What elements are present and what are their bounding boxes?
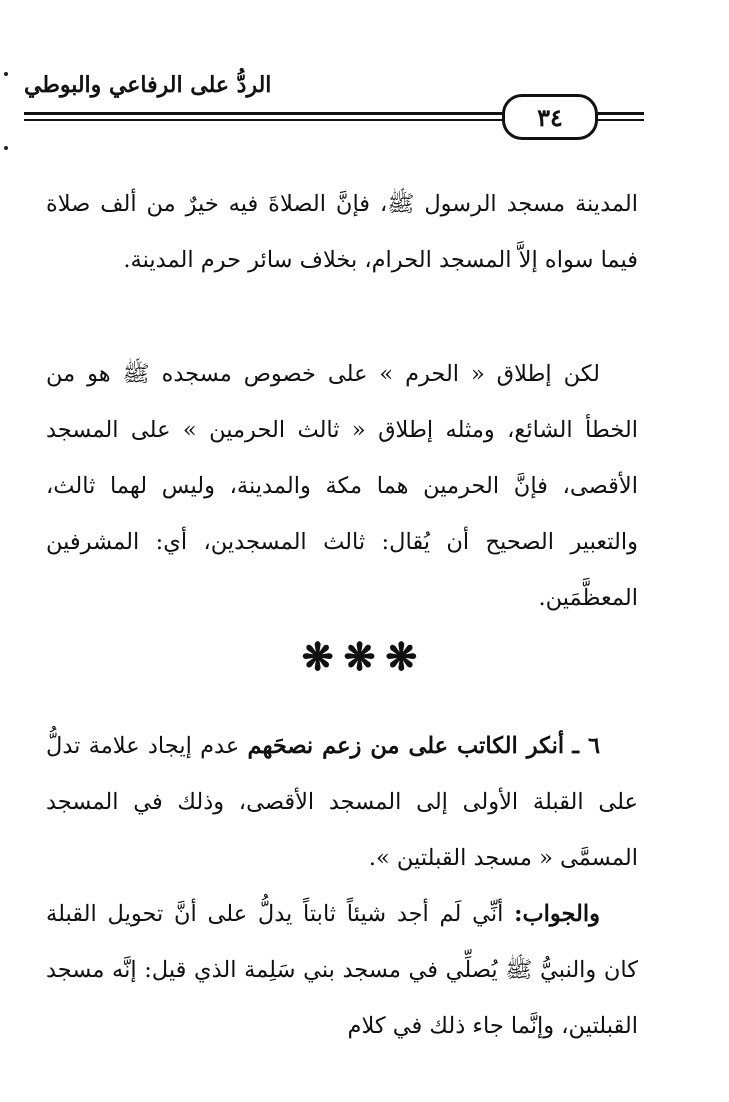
page-number-box — [502, 94, 598, 140]
margin-dot — [4, 72, 8, 76]
paragraph-rest: عدم إيجاد علامة تدلُّ على القبلة الأولى إلى المسجد الأقصى، وذلك في المسجد المسمَّى « مسجد القبلتين ». — [46, 733, 638, 871]
running-title: الردُّ على الرفاعي والبوطي — [24, 72, 272, 98]
header-rule — [594, 119, 644, 121]
paragraph: المدينة مسجد الرسول ﷺ، فإنَّ الصلاةَ فيه خيرٌ من ألف صلاة فيما سواه إلاَّ المسجد الحرام، بخلاف سائر حرم المدينة. — [46, 191, 638, 273]
item-number: ٦ ـ — [572, 733, 601, 759]
page-header — [24, 66, 644, 146]
answer-lead: والجواب: — [514, 901, 600, 927]
page-number: ٣٤ — [537, 102, 563, 132]
paragraph — [46, 718, 638, 886]
paragraph-rest: أنِّي لَم أجد شيئاً ثابتاً يدلُّ على أنَّ تحويل القبلة كان والنبيُّ ﷺ يُصلِّي في مسجد بني سَلِمة الذي قيل: إنَّه مسجد القبلتين، وإنَّما جاء ذلك في كلام — [46, 901, 638, 1039]
section-separator: ❋❋❋ — [301, 634, 428, 679]
header-rule — [24, 112, 504, 115]
margin-dot — [4, 146, 8, 150]
header-rule — [24, 119, 504, 121]
paragraph: لكن إطلاق « الحرم » على خصوص مسجده ﷺ هو من الخطأ الشائع، ومثله إطلاق « ثالث الحرمين » على المسجد الأقصى، فإنَّ الحرمين هما مكة والمدينة، وليس لهما ثالث، والتعبير الصحيح أن يُقال: ثالث المسجدين، أي: المشرفين المعظَّمَين. — [46, 361, 638, 611]
bold-lead: أنكر الكاتب على من زعم نصحَهم — [247, 733, 565, 759]
header-rule — [594, 112, 644, 115]
paragraph — [46, 886, 638, 1054]
